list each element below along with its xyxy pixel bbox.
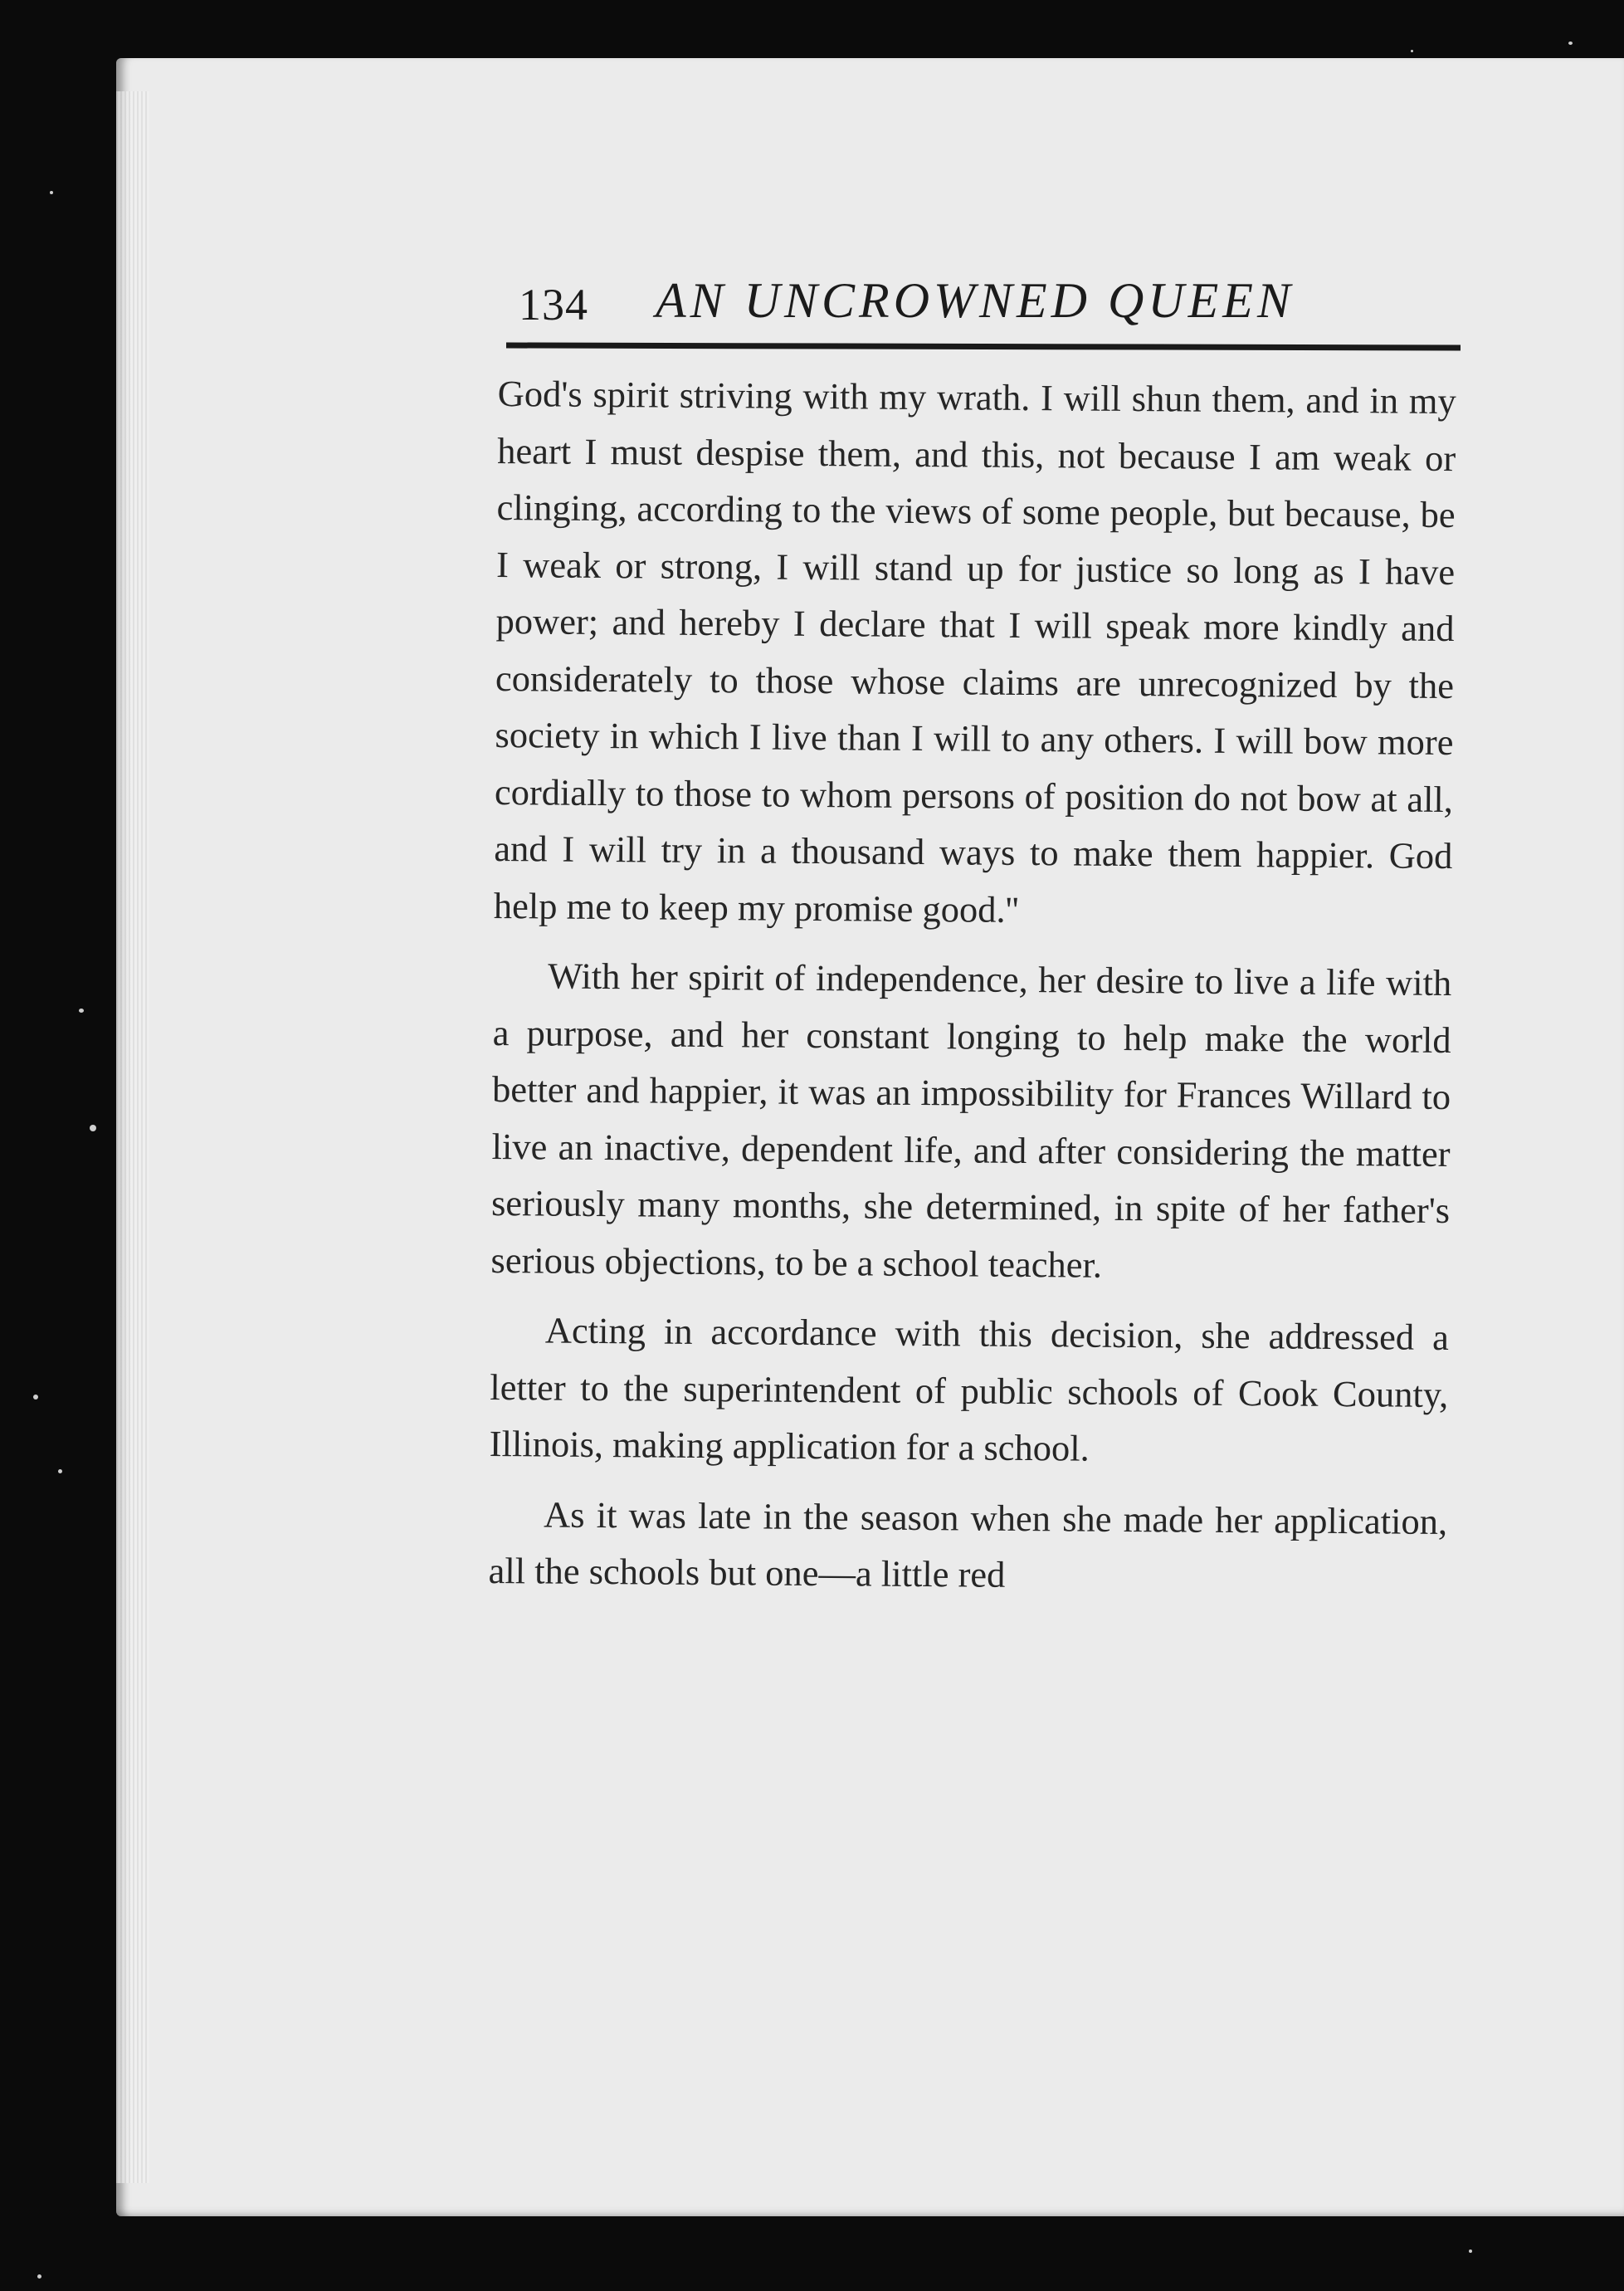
body-text [488, 365, 1456, 1620]
page-edges [116, 91, 149, 2183]
paragraph: God's spirit striving with my wrath. I will shun them, and in my heart I must despise them, and this, not because I am weak or clinging, according to the views of some people, but because, be I weak or strong, I will stand up for justice so long as I have power; and hereby I declare that I will speak more kindly and considerately to those whose claims are unrecognized by the society in which I live than I will to any others. I will bow more cordially to those to whom persons of position do not bow at all, and I will try in a thousand ways to make them happier. God help me to keep my promise good.'' [493, 372, 1456, 931]
paragraph: As it was late in the season when she made her application, all the schools but one—a little red [488, 1492, 1448, 1595]
page-header [519, 264, 1456, 347]
paragraph: With her spirit of independence, her desire to live a life with a purpose, and her constant longing to help make the world better and happier, it was an impossibility for Frances Willard to live an inactive, dependent life, and after considering the matter seriously many months, she determined, in spite of her father's serious objections, to be a school teacher. [490, 955, 1452, 1286]
page-number: 134 [519, 280, 588, 330]
running-title: AN UNCROWNED QUEEN [656, 273, 1295, 328]
paragraph: Acting in accordance with this decision, she addressed a letter to the superintendent of public schools of Cook County, Illinois, making application for a school. [489, 1309, 1450, 1469]
